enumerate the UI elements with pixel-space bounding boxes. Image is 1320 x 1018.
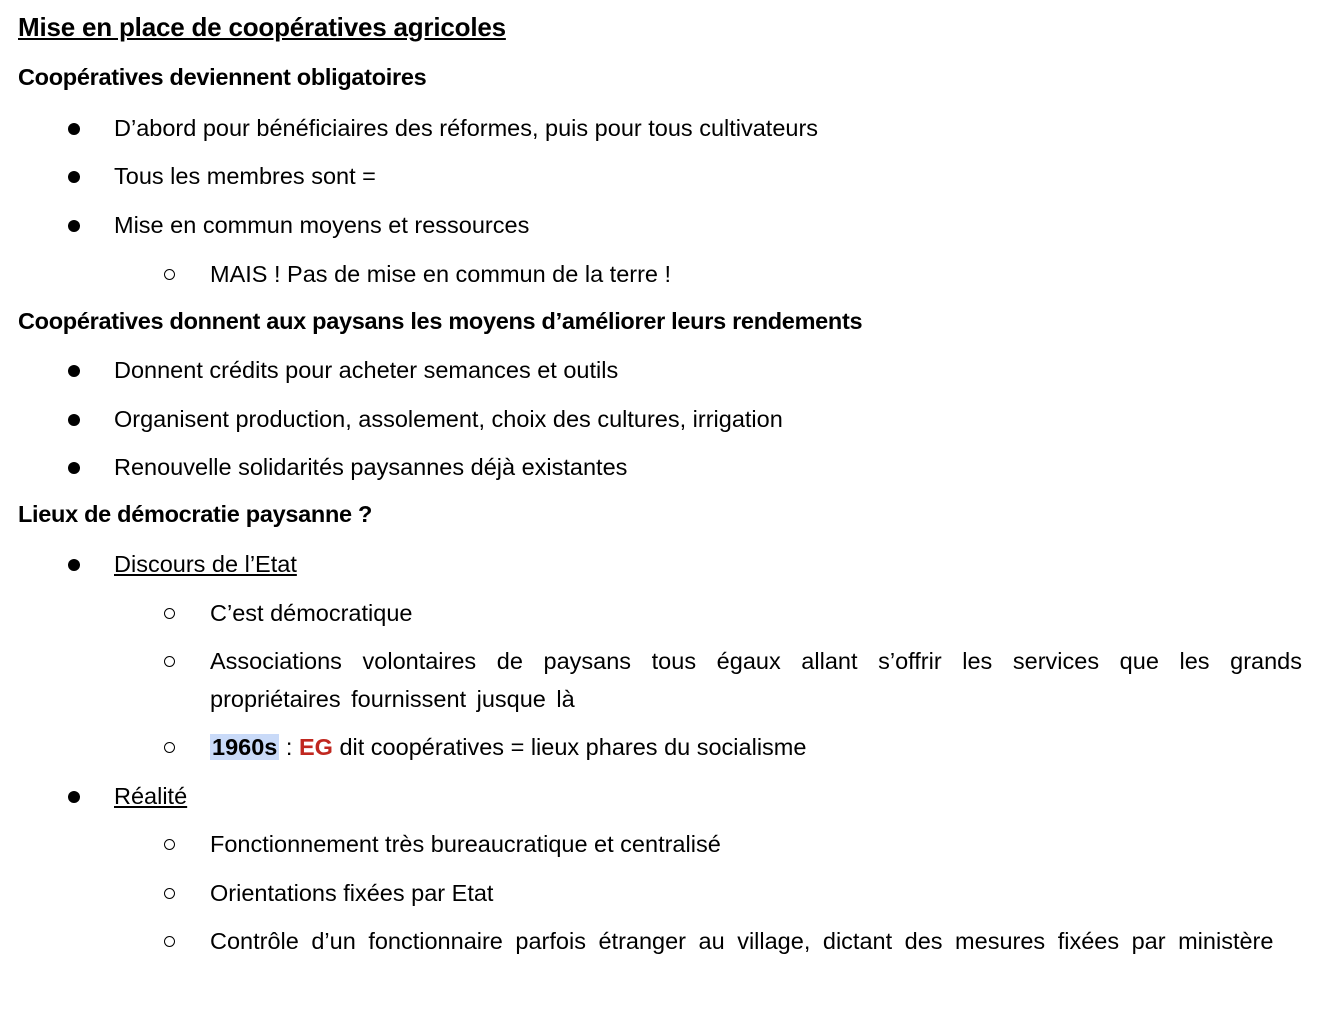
circle-bullet-icon — [164, 608, 175, 619]
list-item: Tous les membres sont = — [114, 163, 376, 189]
bullet-icon — [68, 559, 80, 571]
section-heading: Coopératives deviennent obligatoires — [18, 64, 427, 90]
sub-list-item: Associations volontaires de paysans tous égaux allant s’offrir les services que les grands propriétaires fournissent jusque là — [210, 648, 1302, 712]
sub-list-item: Contrôle d’un fonctionnaire parfois étranger au village, dictant des mesures fixées par ministère — [210, 928, 1274, 954]
sub-list-item-1960s — [210, 728, 1302, 766]
separator-text: : — [279, 734, 299, 760]
circle-bullet-icon — [164, 742, 175, 753]
sub-list-item: Orientations fixées par Etat — [210, 880, 494, 906]
sub-list-item: C’est démocratique — [210, 600, 413, 626]
sub-list-item: Fonctionnement très bureaucratique et centralisé — [210, 831, 721, 857]
list-item: Renouvelle solidarités paysannes déjà existantes — [114, 454, 628, 480]
bullet-icon — [68, 414, 80, 426]
circle-bullet-icon — [164, 936, 175, 947]
item-rest-text: dit coopératives = lieux phares du socialisme — [332, 734, 807, 760]
bullet-icon — [68, 123, 80, 135]
circle-bullet-icon — [164, 656, 175, 667]
list-item: Donnent crédits pour acheter semances et outils — [114, 357, 619, 383]
red-acronym: EG — [298, 734, 333, 760]
circle-bullet-icon — [164, 888, 175, 899]
bullet-icon — [68, 220, 80, 232]
list-item-realite: Réalité — [114, 783, 188, 809]
circle-bullet-icon — [164, 269, 175, 280]
section-heading: Lieux de démocratie paysanne ? — [18, 501, 373, 527]
bullet-icon — [68, 791, 80, 803]
list-item: D’abord pour bénéficiaires des réformes, puis pour tous cultivateurs — [114, 115, 819, 141]
bullet-icon — [68, 171, 80, 183]
list-item: Mise en commun moyens et ressources — [114, 212, 530, 238]
list-item: Organisent production, assolement, choix des cultures, irrigation — [114, 406, 783, 432]
sub-list-item: MAIS ! Pas de mise en commun de la terre ! — [210, 261, 672, 287]
bullet-icon — [68, 365, 80, 377]
document-title: Mise en place de coopératives agricoles — [18, 12, 506, 42]
circle-bullet-icon — [164, 839, 175, 850]
section-heading: Coopératives donnent aux paysans les moyens d’améliorer leurs rendements — [18, 308, 863, 334]
highlighted-date: 1960s — [212, 734, 278, 760]
list-item-discours: Discours de l’Etat — [114, 551, 297, 577]
bullet-icon — [68, 462, 80, 474]
